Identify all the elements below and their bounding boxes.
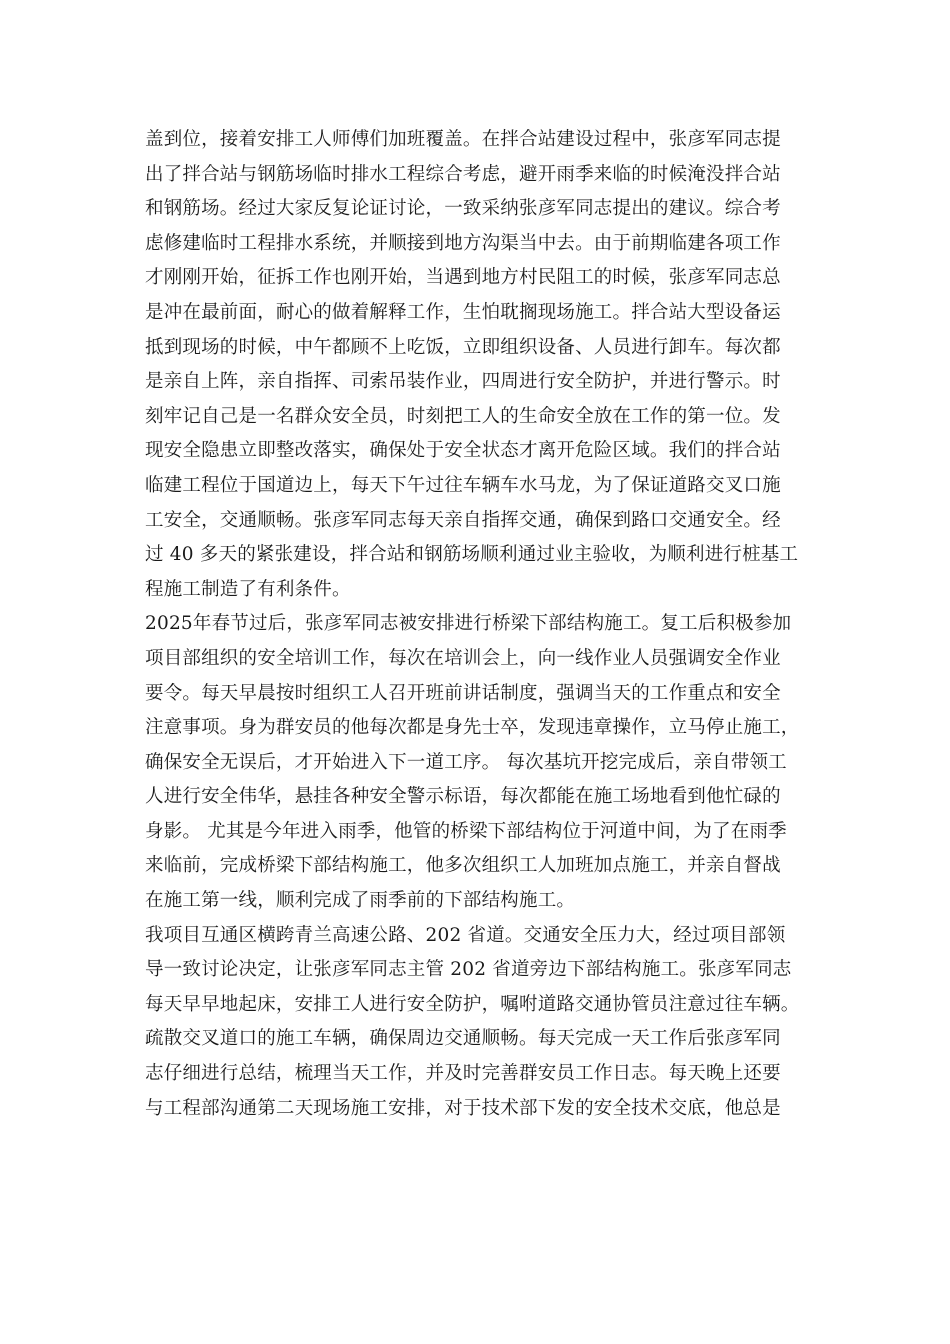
text-line: 才刚刚开始，征拆工作也刚开始，当遇到地方村民阻工的时候，张彦军同志总 bbox=[145, 267, 781, 289]
document-body bbox=[145, 123, 810, 1126]
text-line: 是亲自上阵，亲自指挥、司索吊装作业，四周进行安全防护，并进行警示。时 bbox=[145, 371, 781, 393]
text-line: 来临前，完成桥梁下部结构施工，他多次组织工人加班加点施工，并亲自督战 bbox=[145, 855, 781, 877]
text-line: 志仔细进行总结，梳理当天工作，并及时完善群安员工作日志。每天晚上还要 bbox=[145, 1063, 781, 1085]
text-line: 疏散交叉道口的施工车辆，确保周边交通顺畅。每天完成一天工作后张彦军同 bbox=[145, 1028, 781, 1050]
text-line: 与工程部沟通第二天现场施工安排，对于技术部下发的安全技术交底，他总是 bbox=[145, 1097, 781, 1119]
text-line: 要令。每天早晨按时组织工人召开班前讲话制度，强调当天的工作重点和安全 bbox=[145, 682, 781, 704]
text-line: 抵到现场的时候，中午都顾不上吃饭，立即组织设备、人员进行卸车。每次都 bbox=[145, 336, 781, 358]
text-line: 过 40 多天的紧张建设，拌合站和钢筋场顺利通过业主验收，为顺利进行桩基工 bbox=[145, 544, 799, 566]
text-line: 现安全隐患立即整改落实，确保处于安全状态才离开危险区域。我们的拌合站 bbox=[145, 440, 781, 462]
text-line: 人进行安全伟华，悬挂各种安全警示标语，每次都能在施工场地看到他忙碌的 bbox=[145, 786, 781, 808]
text-line: 注意事项。身为群安员的他每次都是身先士卒，发现违章操作，立马停止施工， bbox=[145, 717, 800, 739]
text-line: 在施工第一线，顺利完成了雨季前的下部结构施工。 bbox=[145, 890, 576, 912]
text-line: 每天早早地起床，安排工人进行安全防护，嘱咐道路交通协管员注意过往车辆。 bbox=[145, 993, 800, 1015]
text-line: 刻牢记自己是一名群众安全员，时刻把工人的生命安全放在工作的第一位。发 bbox=[145, 405, 781, 427]
text-line: 我项目互通区横跨青兰高速公路、202 省道。交通安全压力大，经过项目部领 bbox=[145, 924, 786, 946]
text-line: 是冲在最前面，耐心的做着解释工作，生怕耽搁现场施工。拌合站大型设备运 bbox=[145, 301, 781, 323]
text-line: 2025年春节过后，张彦军同志被安排进行桥梁下部结构施工。复工后积极参加 bbox=[145, 613, 792, 635]
text-line: 临建工程位于国道边上，每天下午过往车辆车水马龙，为了保证道路交叉口施 bbox=[145, 474, 781, 496]
text-line: 盖到位，接着安排工人师傅们加班覆盖。在拌合站建设过程中，张彦军同志提 bbox=[145, 129, 781, 150]
text-line: 和钢筋场。经过大家反复论证讨论，一致采纳张彦军同志提出的建议。综合考 bbox=[145, 198, 781, 220]
text-line: 导一致讨论决定，让张彦军同志主管 202 省道旁边下部结构施工。张彦军同志 bbox=[145, 959, 792, 981]
text-line: 虑修建临时工程排水系统，并顺接到地方沟渠当中去。由于前期临建各项工作 bbox=[145, 232, 781, 254]
text-line: 确保安全无误后，才开始进入下一道工序。 每次基坑开挖完成后，亲自带领工 bbox=[145, 751, 787, 773]
text-line: 项目部组织的安全培训工作，每次在培训会上，向一线作业人员强调安全作业 bbox=[145, 647, 781, 669]
text-line: 出了拌合站与钢筋场临时排水工程综合考虑，避开雨季来临的时候淹没拌合站 bbox=[145, 163, 781, 185]
text-line: 身影。 尤其是今年进入雨季，他管的桥梁下部结构位于河道中间，为了在雨季 bbox=[145, 820, 787, 842]
text-line: 工安全，交通顺畅。张彦军同志每天亲自指挥交通，确保到路口交通安全。经 bbox=[145, 509, 781, 531]
text-line: 程施工制造了有利条件。 bbox=[145, 578, 351, 600]
